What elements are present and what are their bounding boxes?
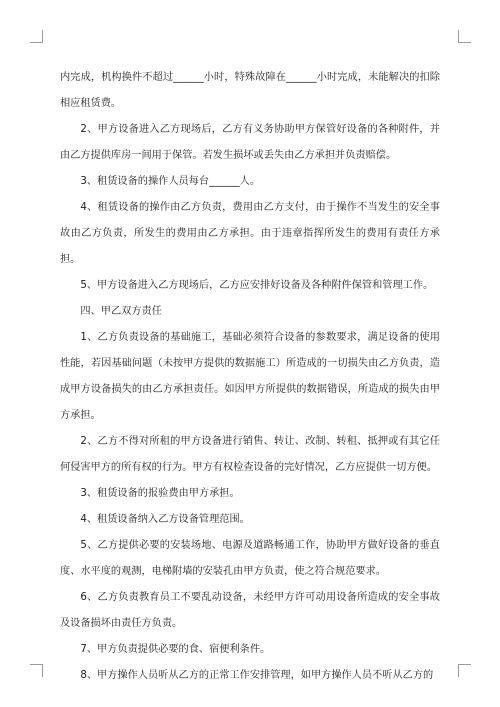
paragraph: 2、乙方不得对所租的甲方设备进行销售、转让、改制、转租、抵押或有其它任何侵害甲方的所有权的行为。甲方有权检查设备的完好情况，乙方应提供一切方便。 [60,436,440,473]
paragraph: 5、乙方提供必要的安装场地、电源及道路畅通工作，协助甲方做好设备的垂直度、水平度的观测，电梯附墙的安装孔由甲方负责，使之符合规范要求。 [60,540,440,577]
paragraph: 2、甲方设备进入乙方现场后，乙方有义务协助甲方保管好设备的各种附件，并由乙方提供库房一间用于保管。若发生损坏或丢失由乙方承担并负责赔偿。 [60,124,440,161]
paragraph: 7、甲方负责提供必要的食、宿便利条件。 [80,644,271,655]
paragraph: 5、甲方设备进入乙方现场后，乙方应安排好设备及各种附件保管和管理工作。 [80,280,434,291]
paragraph: 6、乙方负责教育员工不要乱动设备，未经甲方许可动用设备所造成的安全事故及设备损坏由责任方负责。 [60,592,440,629]
document-body [60,65,440,689]
paragraph: 3、租赁设备的报验费由甲方承担。 [80,488,240,499]
paragraph: 8、甲方操作人员听从乙方的正常工作安排管理，如甲方操作人员不听从乙方的 [80,670,434,681]
crop-mark-top-right [458,30,471,43]
paragraph: 4、租赁设备纳入乙方设备管理范围。 [80,514,250,525]
paragraph-continuation: 内完成，机构换件不超过______小时，特殊故障在______小时完成，未能解决的扣除相应租赁费。 [60,72,440,109]
paragraph: 4、租赁设备的操作由乙方负责，费用由乙方支付，由于操作不当发生的安全事故由乙方负责，所发生的费用由乙方承担。由于违章指挥所发生的费用有责任方承担。 [60,202,440,265]
paragraph: 3、租赁设备的操作人员每台______人。 [80,176,261,187]
crop-mark-bottom-right [458,664,471,677]
paragraph: 1、乙方负责设备的基础施工，基础必须符合设备的参数要求，满足设备的使用性能，若因基础问题（未按甲方提供的数据施工）所造成的一切损失由乙方负责，造成甲方设备损失的由乙方承担责任。如因甲方所提供的数据错误，所造成的损失由甲方承担。 [60,332,440,421]
crop-mark-top-left [30,30,43,43]
crop-mark-bottom-left [30,664,43,677]
section-heading: 四、甲乙双方责任 [80,306,162,317]
